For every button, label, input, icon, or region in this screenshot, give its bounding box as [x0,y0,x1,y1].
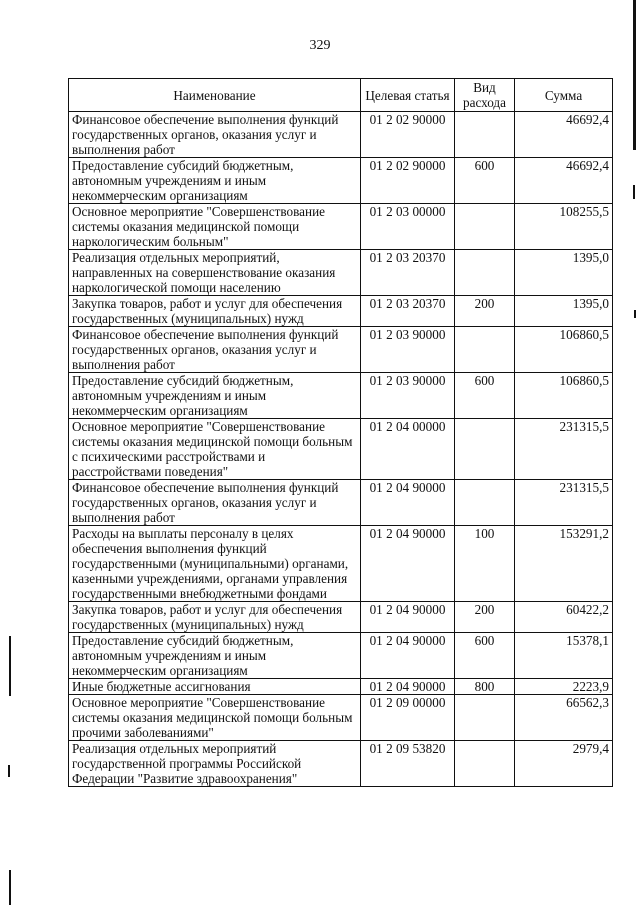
cell-name: Основное мероприятие "Совершенствование системы оказания медицинской помощи наркологическим больным" [69,204,361,250]
cell-code: 01 2 03 00000 [361,204,455,250]
cell-code: 01 2 03 90000 [361,373,455,419]
cell-sum: 66562,3 [515,695,613,741]
cell-code: 01 2 02 90000 [361,112,455,158]
table-row [69,679,613,695]
cell-sum: 1395,0 [515,296,613,327]
cell-sum: 106860,5 [515,327,613,373]
cell-name: Реализация отдельных мероприятий, направленных на совершенствование оказания наркологической помощи населению [69,250,361,296]
scan-mark-right-dot [634,310,636,318]
scan-mark-left-small [8,765,10,777]
cell-sum: 231315,5 [515,480,613,526]
table-row [69,296,613,327]
cell-type [455,695,515,741]
table-row [69,633,613,679]
cell-code: 01 2 09 53820 [361,741,455,787]
page-number: 329 [309,38,331,53]
cell-name: Закупка товаров, работ и услуг для обеспечения государственных (муниципальных) нужд [69,296,361,327]
table-row [69,373,613,419]
cell-sum: 153291,2 [515,526,613,602]
table-row [69,112,613,158]
scan-mark-left-bottom [9,870,11,905]
cell-name: Закупка товаров, работ и услуг для обеспечения государственных (муниципальных) нужд [69,602,361,633]
cell-name: Основное мероприятие "Совершенствование системы оказания медицинской помощи больным с психическими расстройствами и расстройствами поведения" [69,419,361,480]
header-name: Наименование [69,79,361,112]
cell-code: 01 2 04 00000 [361,419,455,480]
cell-name: Финансовое обеспечение выполнения функций государственных органов, оказания услуг и выполнения работ [69,112,361,158]
scan-mark-right-top [633,0,636,150]
cell-name: Предоставление субсидий бюджетным, автономным учреждениям и иным некоммерческим организациям [69,633,361,679]
cell-sum: 60422,2 [515,602,613,633]
table-row [69,204,613,250]
cell-type: 600 [455,158,515,204]
table-row [69,741,613,787]
table-body [69,112,613,787]
cell-sum: 46692,4 [515,158,613,204]
cell-type [455,419,515,480]
cell-name: Финансовое обеспечение выполнения функций государственных органов, оказания услуг и выполнения работ [69,480,361,526]
cell-type [455,250,515,296]
table-row [69,480,613,526]
cell-sum: 46692,4 [515,112,613,158]
cell-sum: 2223,9 [515,679,613,695]
table-row [69,250,613,296]
cell-type: 600 [455,373,515,419]
cell-code: 01 2 09 00000 [361,695,455,741]
cell-sum: 106860,5 [515,373,613,419]
cell-code: 01 2 04 90000 [361,633,455,679]
cell-code: 01 2 04 90000 [361,602,455,633]
cell-sum: 231315,5 [515,419,613,480]
cell-code: 01 2 03 20370 [361,250,455,296]
cell-type: 600 [455,633,515,679]
table-row [69,695,613,741]
budget-table [68,78,613,787]
cell-name: Предоставление субсидий бюджетным, автономным учреждениям и иным некоммерческим организациям [69,373,361,419]
cell-code: 01 2 04 90000 [361,526,455,602]
cell-type [455,741,515,787]
cell-name: Основное мероприятие "Совершенствование системы оказания медицинской помощи больным прочими заболеваниями" [69,695,361,741]
cell-code: 01 2 03 20370 [361,296,455,327]
header-code: Целевая статья [361,79,455,112]
cell-type: 200 [455,602,515,633]
table-row [69,526,613,602]
cell-name: Финансовое обеспечение выполнения функций государственных органов, оказания услуг и выполнения работ [69,327,361,373]
cell-type [455,204,515,250]
cell-code: 01 2 02 90000 [361,158,455,204]
table-row [69,158,613,204]
header-sum: Сумма [515,79,613,112]
cell-type [455,327,515,373]
table-row [69,327,613,373]
cell-sum: 15378,1 [515,633,613,679]
cell-name: Реализация отдельных мероприятий государственной программы Российской Федерации "Развитие здравоохранения" [69,741,361,787]
cell-type [455,112,515,158]
cell-type: 100 [455,526,515,602]
cell-sum: 108255,5 [515,204,613,250]
cell-type: 800 [455,679,515,695]
cell-code: 01 2 03 90000 [361,327,455,373]
cell-code: 01 2 04 90000 [361,679,455,695]
header-type: Вид расхода [455,79,515,112]
cell-sum: 2979,4 [515,741,613,787]
cell-type: 200 [455,296,515,327]
scan-mark-right-small [633,185,635,199]
table-header [69,79,613,112]
cell-name: Расходы на выплаты персоналу в целях обеспечения выполнения функций государственными (муниципальными) органами, казенными учреждениями, органами управления государственными внебюджетными фондами [69,526,361,602]
table-row [69,419,613,480]
cell-name: Иные бюджетные ассигнования [69,679,361,695]
cell-code: 01 2 04 90000 [361,480,455,526]
table-row [69,602,613,633]
cell-sum: 1395,0 [515,250,613,296]
cell-name: Предоставление субсидий бюджетным, автономным учреждениям и иным некоммерческим организациям [69,158,361,204]
scan-mark-left-middle [9,636,11,696]
cell-type [455,480,515,526]
